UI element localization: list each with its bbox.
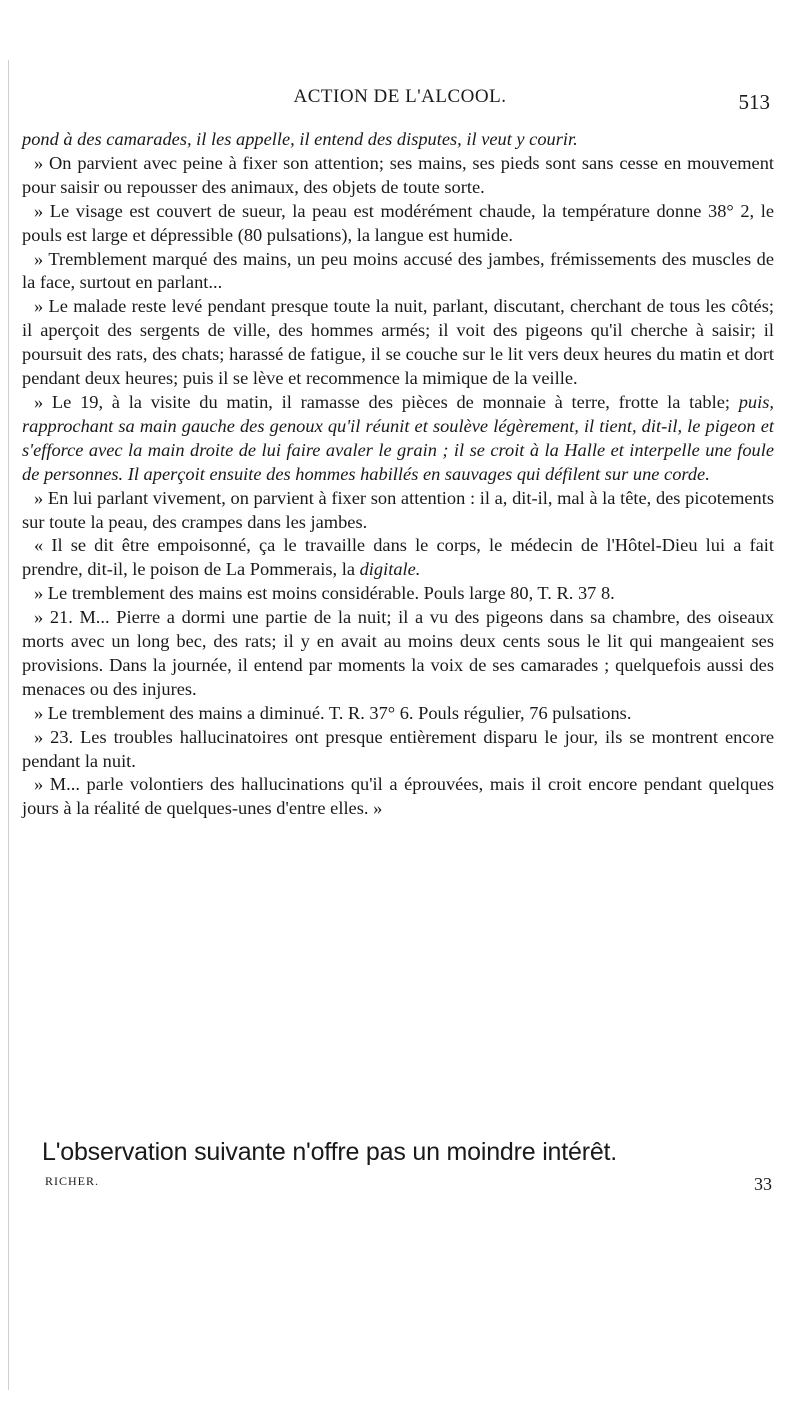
- text-run: » 23. Les troubles hallucinatoires ont presque entièrement disparu le jour, ils se montrent encore pendant la nuit.: [22, 726, 774, 771]
- italic-text-run: pond à des camarades, il les appelle, il entend des disputes, il veut y courir.: [22, 129, 578, 149]
- paragraph: [22, 773, 774, 821]
- paragraph: [22, 534, 774, 582]
- running-header: [0, 80, 800, 114]
- text-run: » Le tremblement des mains est moins considérable. Pouls large 80, T. R. 37 8.: [34, 583, 615, 604]
- sheet-signature: 33: [754, 1174, 772, 1194]
- body-text: [22, 128, 774, 821]
- page-number: 513: [738, 90, 770, 114]
- paragraph: [22, 391, 774, 487]
- text-run: » 21. M... Pierre a dormi une partie de la nuit; il a vu des pigeons dans sa chambre, des oiseaux morts avec un long bec, des rats; il y en avait au moins deux cents sous le lit qui mangeaient ses provisions. Dans la journée, il entend par moments la voix de ses camarades ; quelquefois aussi des menaces ou des injures.: [22, 607, 774, 699]
- paragraph: [22, 128, 774, 152]
- italic-text-run: digitale.: [359, 559, 421, 580]
- text-run: « Il se dit être empoisonné, ça le travaille dans le corps, le médecin de l'Hôtel-Dieu lui a fait prendre, dit-il, le poison de La Pommerais, la: [22, 535, 774, 580]
- text-run: » On parvient avec peine à fixer son attention; ses mains, ses pieds sont sans cesse en mouvement pour saisir ou repousser des animaux, des objets de toute sorte.: [22, 152, 774, 197]
- paragraph: [22, 582, 774, 606]
- closing-note: L'observation suivante n'offre pas un moindre intérêt.: [42, 1138, 618, 1166]
- text-run: » En lui parlant vivement, on parvient à fixer son attention : il a, dit-il, mal à la tête, des picotements sur toute la peau, des crampes dans les jambes.: [22, 487, 774, 532]
- text-run: » Le malade reste levé pendant presque toute la nuit, parlant, discutant, cherchant de tous les côtés; il aperçoit des sergents de ville, des hommes armés; il voit des pigeons qu'il cherche à saisir; il poursuit des rats, des chats; harassé de fatigue, il se couche sur le lit vers deux heures du matin et dort pendant deux heures; puis il se lève et recommence la mimique de la veille.: [22, 296, 774, 389]
- paragraph: [22, 487, 774, 535]
- text-run: » Le 19, à la visite du matin, il ramasse des pièces de monnaie à terre, frotte la table;: [34, 391, 739, 412]
- signature-mark: RICHER.: [45, 1174, 100, 1188]
- paragraph: [22, 295, 774, 391]
- paragraph: [22, 702, 774, 726]
- running-title: ACTION DE L'ALCOOL.: [293, 86, 507, 107]
- text-run: » M... parle volontiers des hallucinations qu'il a éprouvées, mais il croit encore pendant quelques jours à la réalité de quelques-unes d'entre elles. »: [22, 774, 774, 819]
- paragraph: [22, 200, 774, 248]
- paragraph: [22, 248, 774, 296]
- paragraph: [22, 606, 774, 702]
- italic-text-run: puis, rapprochant sa main gauche des genoux qu'il réunit et soulève légèrement, il tient, dit-il, le pigeon et s'efforce avec la main droite de lui faire avaler le grain ; il se croit à la Halle et interpelle une foule de personnes. Il aperçoit ensuite des hommes habillés en sauvages qui défilent sur une corde.: [22, 391, 774, 484]
- paragraph: [22, 726, 774, 774]
- paragraph: [22, 152, 774, 200]
- text-run: » Tremblement marqué des mains, un peu moins accusé des jambes, frémissements des muscles de la face, surtout en parlant...: [22, 248, 774, 293]
- text-run: » Le tremblement des mains a diminué. T. R. 37° 6. Pouls régulier, 76 pulsations.: [34, 702, 632, 723]
- text-run: » Le visage est couvert de sueur, la peau est modérément chaude, la température donne 38° 2, le pouls est large et dépressible (80 pulsations), la langue est humide.: [22, 200, 774, 245]
- footer: [0, 1174, 800, 1204]
